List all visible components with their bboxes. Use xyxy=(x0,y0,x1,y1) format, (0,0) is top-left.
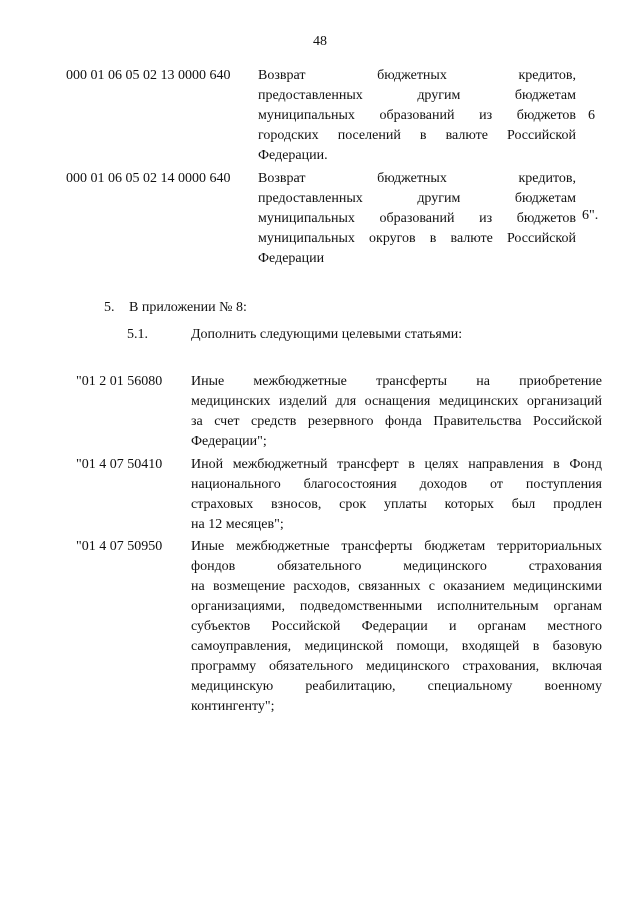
article-text-line: Иные межбюджетные трансферты на приобретение xyxy=(191,374,602,389)
article-text-line: страховых взносов, срок уплаты которых был продлен xyxy=(191,497,602,512)
article-text-line: на возмещение расходов, связанных с оказанием медицинскими xyxy=(191,579,602,594)
article-text-line: Федерации"; xyxy=(191,434,267,449)
page-number: 48 xyxy=(313,34,327,49)
article-text-line: медицинских изделий для оснащения медицинских организаций xyxy=(191,394,602,409)
row-text-line: Возврат бюджетных кредитов, xyxy=(258,68,576,83)
row-text-line: Федерации xyxy=(258,251,325,266)
row-text-line: муниципальных образований из бюджетов xyxy=(258,211,576,226)
subitem-text: Дополнить следующими целевыми статьями: xyxy=(191,327,463,342)
article-text-line: Иные межбюджетные трансферты бюджетам территориальных xyxy=(191,539,602,554)
row-text-line: предоставленных другим бюджетам xyxy=(258,88,576,103)
article-text-line: медицинскую реабилитацию, специальному военному xyxy=(191,679,602,694)
item-number: 5. xyxy=(104,300,115,315)
item-text: В приложении № 8: xyxy=(129,300,247,315)
target-article-code: "01 4 07 50950 xyxy=(76,539,163,554)
article-text-line: субъектов Российской Федерации и органам местного xyxy=(191,619,602,634)
row-text-line: Возврат бюджетных кредитов, xyxy=(258,171,576,186)
article-text-line: контингенту"; xyxy=(191,699,275,714)
article-text-line: Иной межбюджетный трансферт в целях направления в Фонд xyxy=(191,457,602,472)
article-text-line: организациями, подведомственными исполнительным органам xyxy=(191,599,602,614)
target-article-code: "01 4 07 50410 xyxy=(76,457,163,472)
target-article-code: "01 2 01 56080 xyxy=(76,374,163,389)
row-text-line: городских поселений в валюте Российской xyxy=(258,128,576,143)
article-text-line: на 12 месяцев"; xyxy=(191,517,284,532)
article-text-line: за счет средств резервного фонда Правительства Российской xyxy=(191,414,602,429)
article-text-line: национального благосостояния доходов от поступления xyxy=(191,477,602,492)
article-text-line: самоуправления, медицинской помощи, входящей в базовую xyxy=(191,639,602,654)
budget-code: 000 01 06 05 02 14 0000 640 xyxy=(66,171,231,186)
row-text-line: предоставленных другим бюджетам xyxy=(258,191,576,206)
row-text-line: муниципальных образований из бюджетов xyxy=(258,108,576,123)
budget-code: 000 01 06 05 02 13 0000 640 xyxy=(66,68,231,83)
row-text-line: Федерации. xyxy=(258,148,328,163)
article-text-line: фондов обязательного медицинского страхования xyxy=(191,559,602,574)
row-text-line: муниципальных округов в валюте Российской xyxy=(258,231,576,246)
row-amount: 6 xyxy=(588,108,595,123)
subitem-number: 5.1. xyxy=(127,327,148,342)
row-amount: 6". xyxy=(582,208,599,223)
article-text-line: программу обязательного медицинского страхования, включая xyxy=(191,659,602,674)
